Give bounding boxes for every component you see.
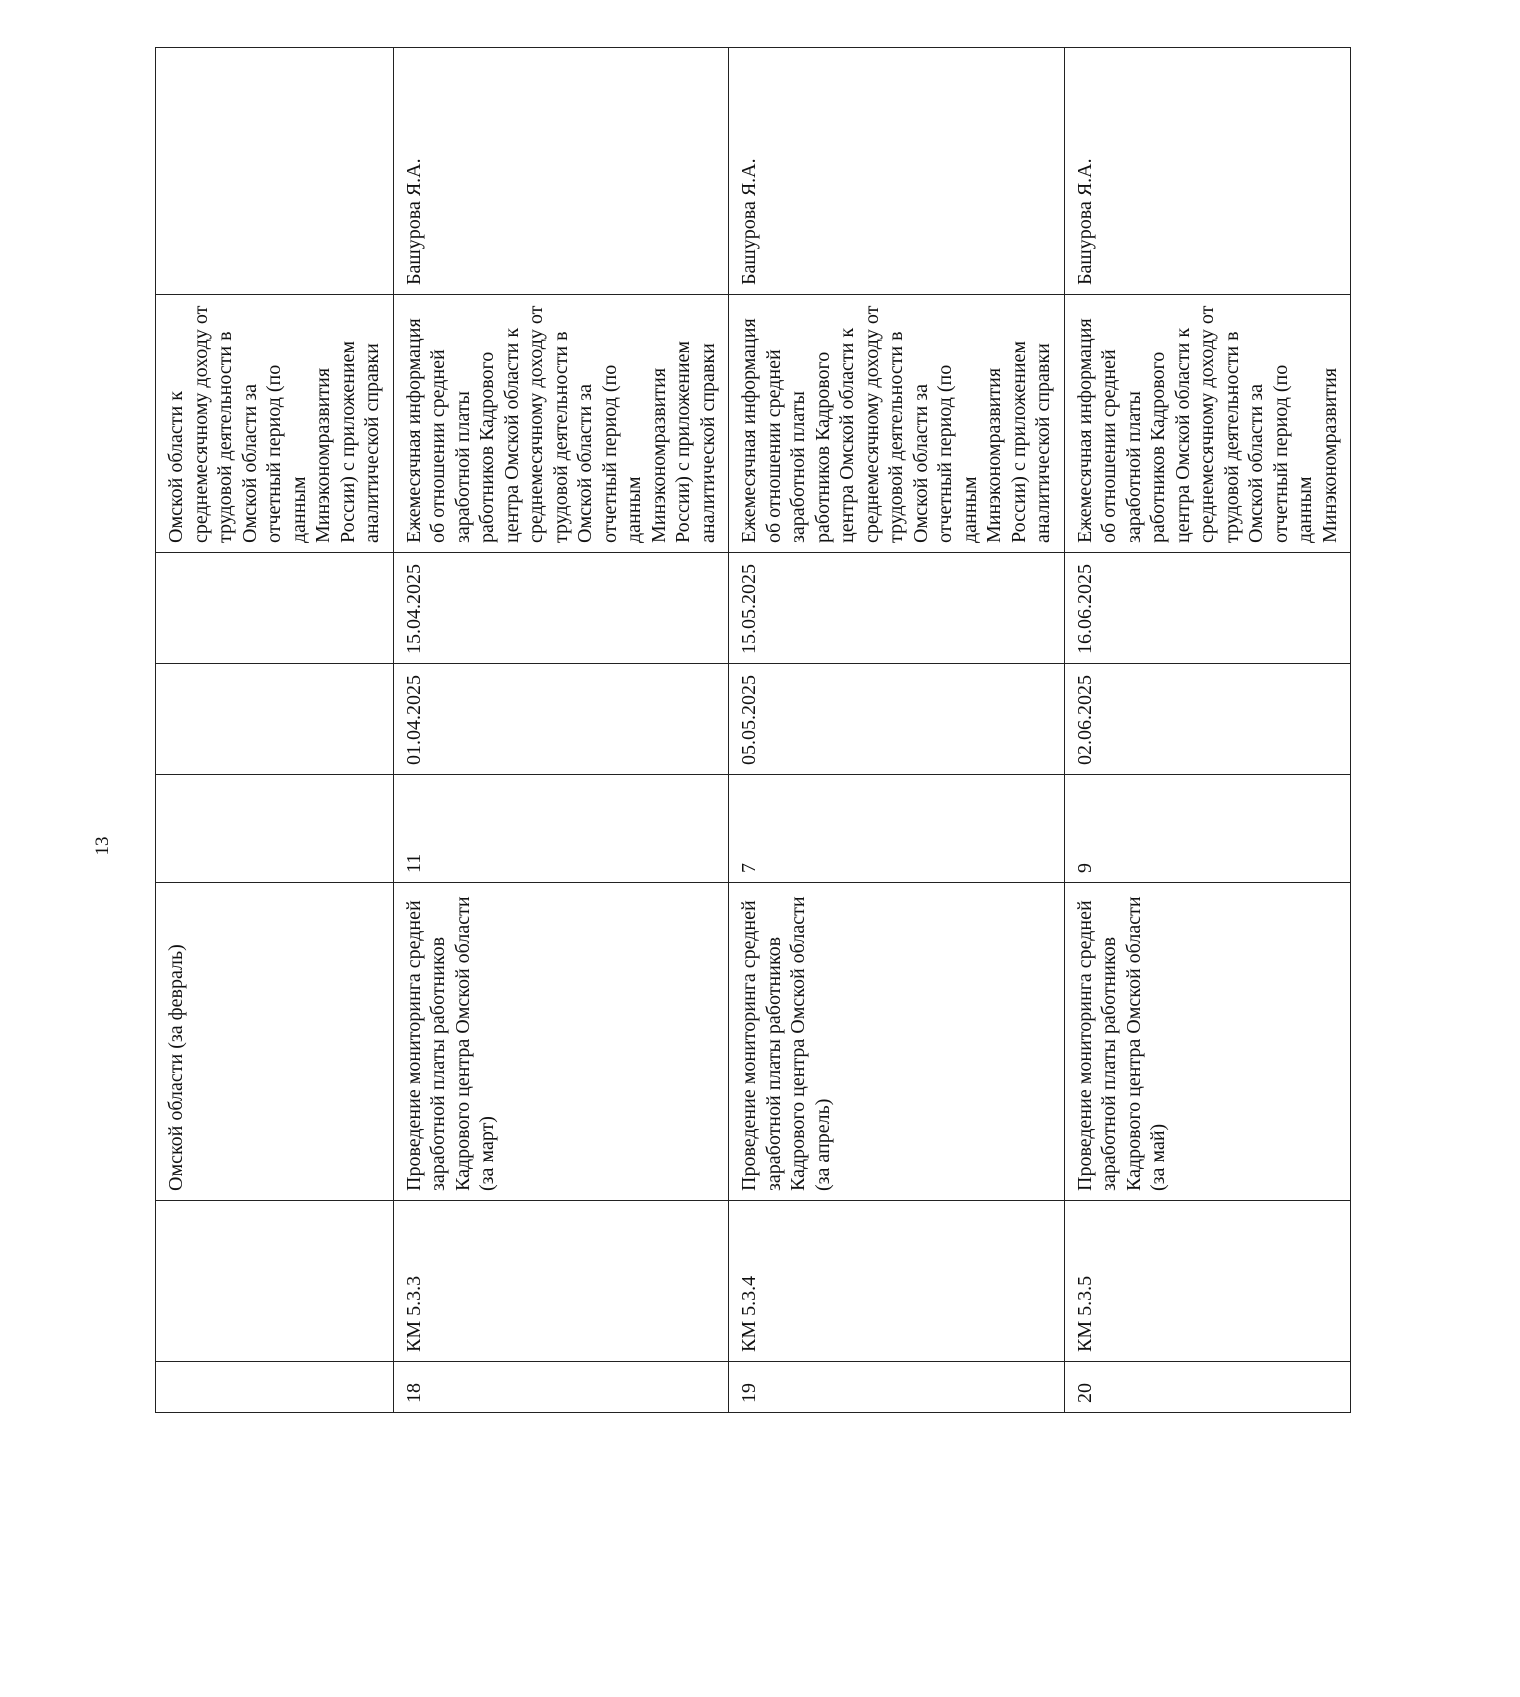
cell-result: Омской области к среднемесячному доходу от трудовой деятельности в Омской области за отчетный период (по данным Минэкономразвития России) с приложением аналитической справки — [156, 295, 394, 553]
cell-qty: 7 — [729, 775, 1065, 883]
table-row — [1064, 48, 1351, 1413]
cell-end-date: 16.06.2025 — [1064, 553, 1351, 664]
page-number: 13 — [92, 836, 113, 856]
cell-name: Проведение мониторинга средней заработной платы работников Кадрового центра Омской области (за апрель) — [729, 883, 1065, 1201]
cell-name: Проведение мониторинга средней заработной платы работников Кадрового центра Омской области (за май) — [1064, 883, 1351, 1201]
cell-num: 18 — [393, 1362, 729, 1413]
cell-name: Омской области (за февраль) — [156, 883, 394, 1201]
plan-table — [155, 47, 1351, 1413]
cell-end-date: 15.04.2025 — [393, 553, 729, 664]
cell-name: Проведение мониторинга средней заработной платы работников Кадрового центра Омской области (за март) — [393, 883, 729, 1201]
cell-qty: 11 — [393, 775, 729, 883]
cell-num — [156, 1362, 394, 1413]
cell-result: Ежемесячная информация об отношении средней заработной платы работников Кадрового центра Омской области к среднемесячному доходу от трудовой деятельности в Омской области за отчетный период (по данным Минэкономразвития России) с приложением аналитической справки — [393, 295, 729, 553]
cell-start-date: 02.06.2025 — [1064, 664, 1351, 775]
cell-responsible — [156, 48, 394, 295]
table-row — [729, 48, 1065, 1413]
cell-num: 19 — [729, 1362, 1065, 1413]
cell-end-date — [156, 553, 394, 664]
cell-start-date: 01.04.2025 — [393, 664, 729, 775]
cell-num: 20 — [1064, 1362, 1351, 1413]
cell-code: КМ 5.3.5 — [1064, 1201, 1351, 1362]
cell-code: КМ 5.3.4 — [729, 1201, 1065, 1362]
cell-result: Ежемесячная информация об отношении средней заработной платы работников Кадрового центра Омской области к среднемесячному доходу от трудовой деятельности в Омской области за отчетный период (по данным Минэкономразвития России) с приложением аналитической справки — [729, 295, 1065, 553]
cell-responsible: Башурова Я.А. — [393, 48, 729, 295]
cell-result: Ежемесячная информация об отношении средней заработной платы работников Кадрового центра Омской области к среднемесячному доходу от трудовой деятельности в Омской области за отчетный период (по данным Минэкономразвития — [1064, 295, 1351, 553]
rotated-table-area — [155, 48, 1520, 1403]
cell-start-date — [156, 664, 394, 775]
cell-qty: 9 — [1064, 775, 1351, 883]
cell-qty — [156, 775, 394, 883]
cell-code: КМ 5.3.3 — [393, 1201, 729, 1362]
cell-end-date: 15.05.2025 — [729, 553, 1065, 664]
table-row — [393, 48, 729, 1413]
cell-code — [156, 1201, 394, 1362]
rotated-table-container — [155, 48, 1341, 1413]
cell-responsible: Башурова Я.А. — [729, 48, 1065, 295]
table-row — [156, 48, 394, 1413]
cell-responsible: Башурова Я.А. — [1064, 48, 1351, 295]
cell-start-date: 05.05.2025 — [729, 664, 1065, 775]
